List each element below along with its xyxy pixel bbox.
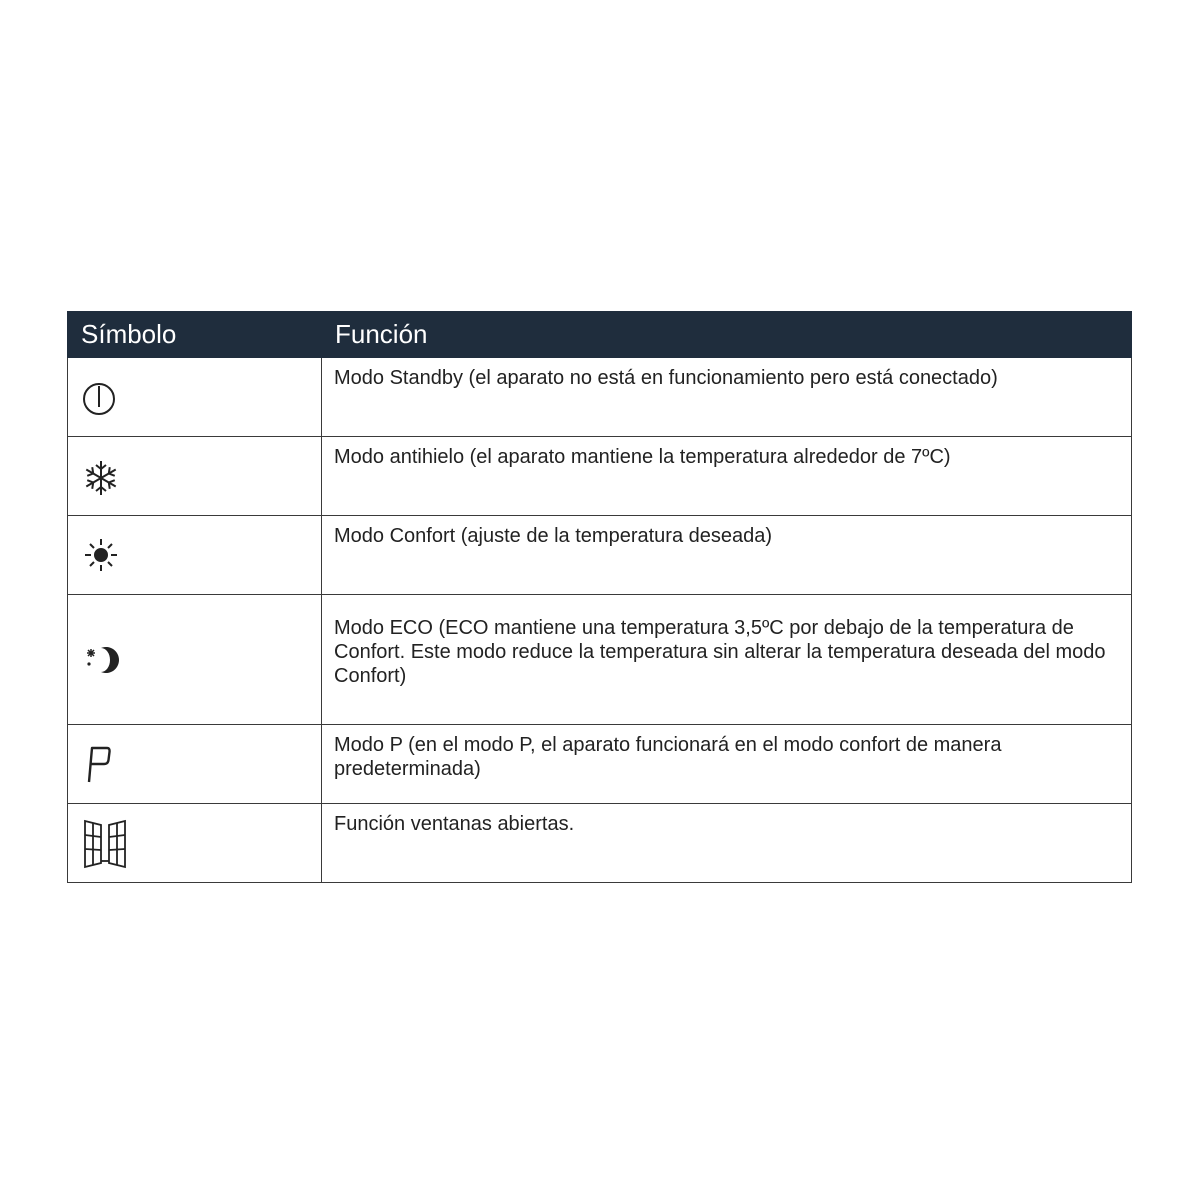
table-row: [68, 437, 1132, 516]
sun-icon: [81, 535, 321, 575]
symbol-cell: [68, 804, 322, 883]
symbols-table: [67, 311, 1132, 883]
function-cell: Función ventanas abiertas.: [322, 804, 1132, 883]
function-cell: Modo Confort (ajuste de la temperatura deseada): [322, 516, 1132, 595]
moon-star-icon: [81, 640, 321, 680]
snowflake-icon: [81, 456, 321, 496]
header-function: Función: [322, 312, 1132, 358]
open-window-icon: [81, 817, 321, 869]
table-row: [68, 804, 1132, 883]
header-row: [68, 312, 1132, 358]
function-cell: Modo P (en el modo P, el aparato funcionará en el modo confort de manera predeterminada): [322, 725, 1132, 804]
symbol-cell: [68, 725, 322, 804]
table-row: [68, 358, 1132, 437]
symbol-cell: [68, 437, 322, 516]
symbol-cell: [68, 595, 322, 725]
symbol-cell: [68, 358, 322, 437]
function-cell: Modo Standby (el aparato no está en funcionamiento pero está conectado): [322, 358, 1132, 437]
table-row: [68, 595, 1132, 725]
symbol-cell: [68, 516, 322, 595]
table-row: [68, 516, 1132, 595]
power-standby-icon: [81, 377, 321, 417]
function-cell: Modo ECO (ECO mantiene una temperatura 3,5ºC por debajo de la temperatura de Confort. Este modo reduce la temperatura sin alterar la temperatura deseada del modo Confort): [322, 595, 1132, 725]
p-mode-icon: [81, 742, 321, 786]
header-symbol: Símbolo: [68, 312, 322, 358]
table-row: [68, 725, 1132, 804]
function-cell: Modo antihielo (el aparato mantiene la temperatura alrededor de 7ºC): [322, 437, 1132, 516]
